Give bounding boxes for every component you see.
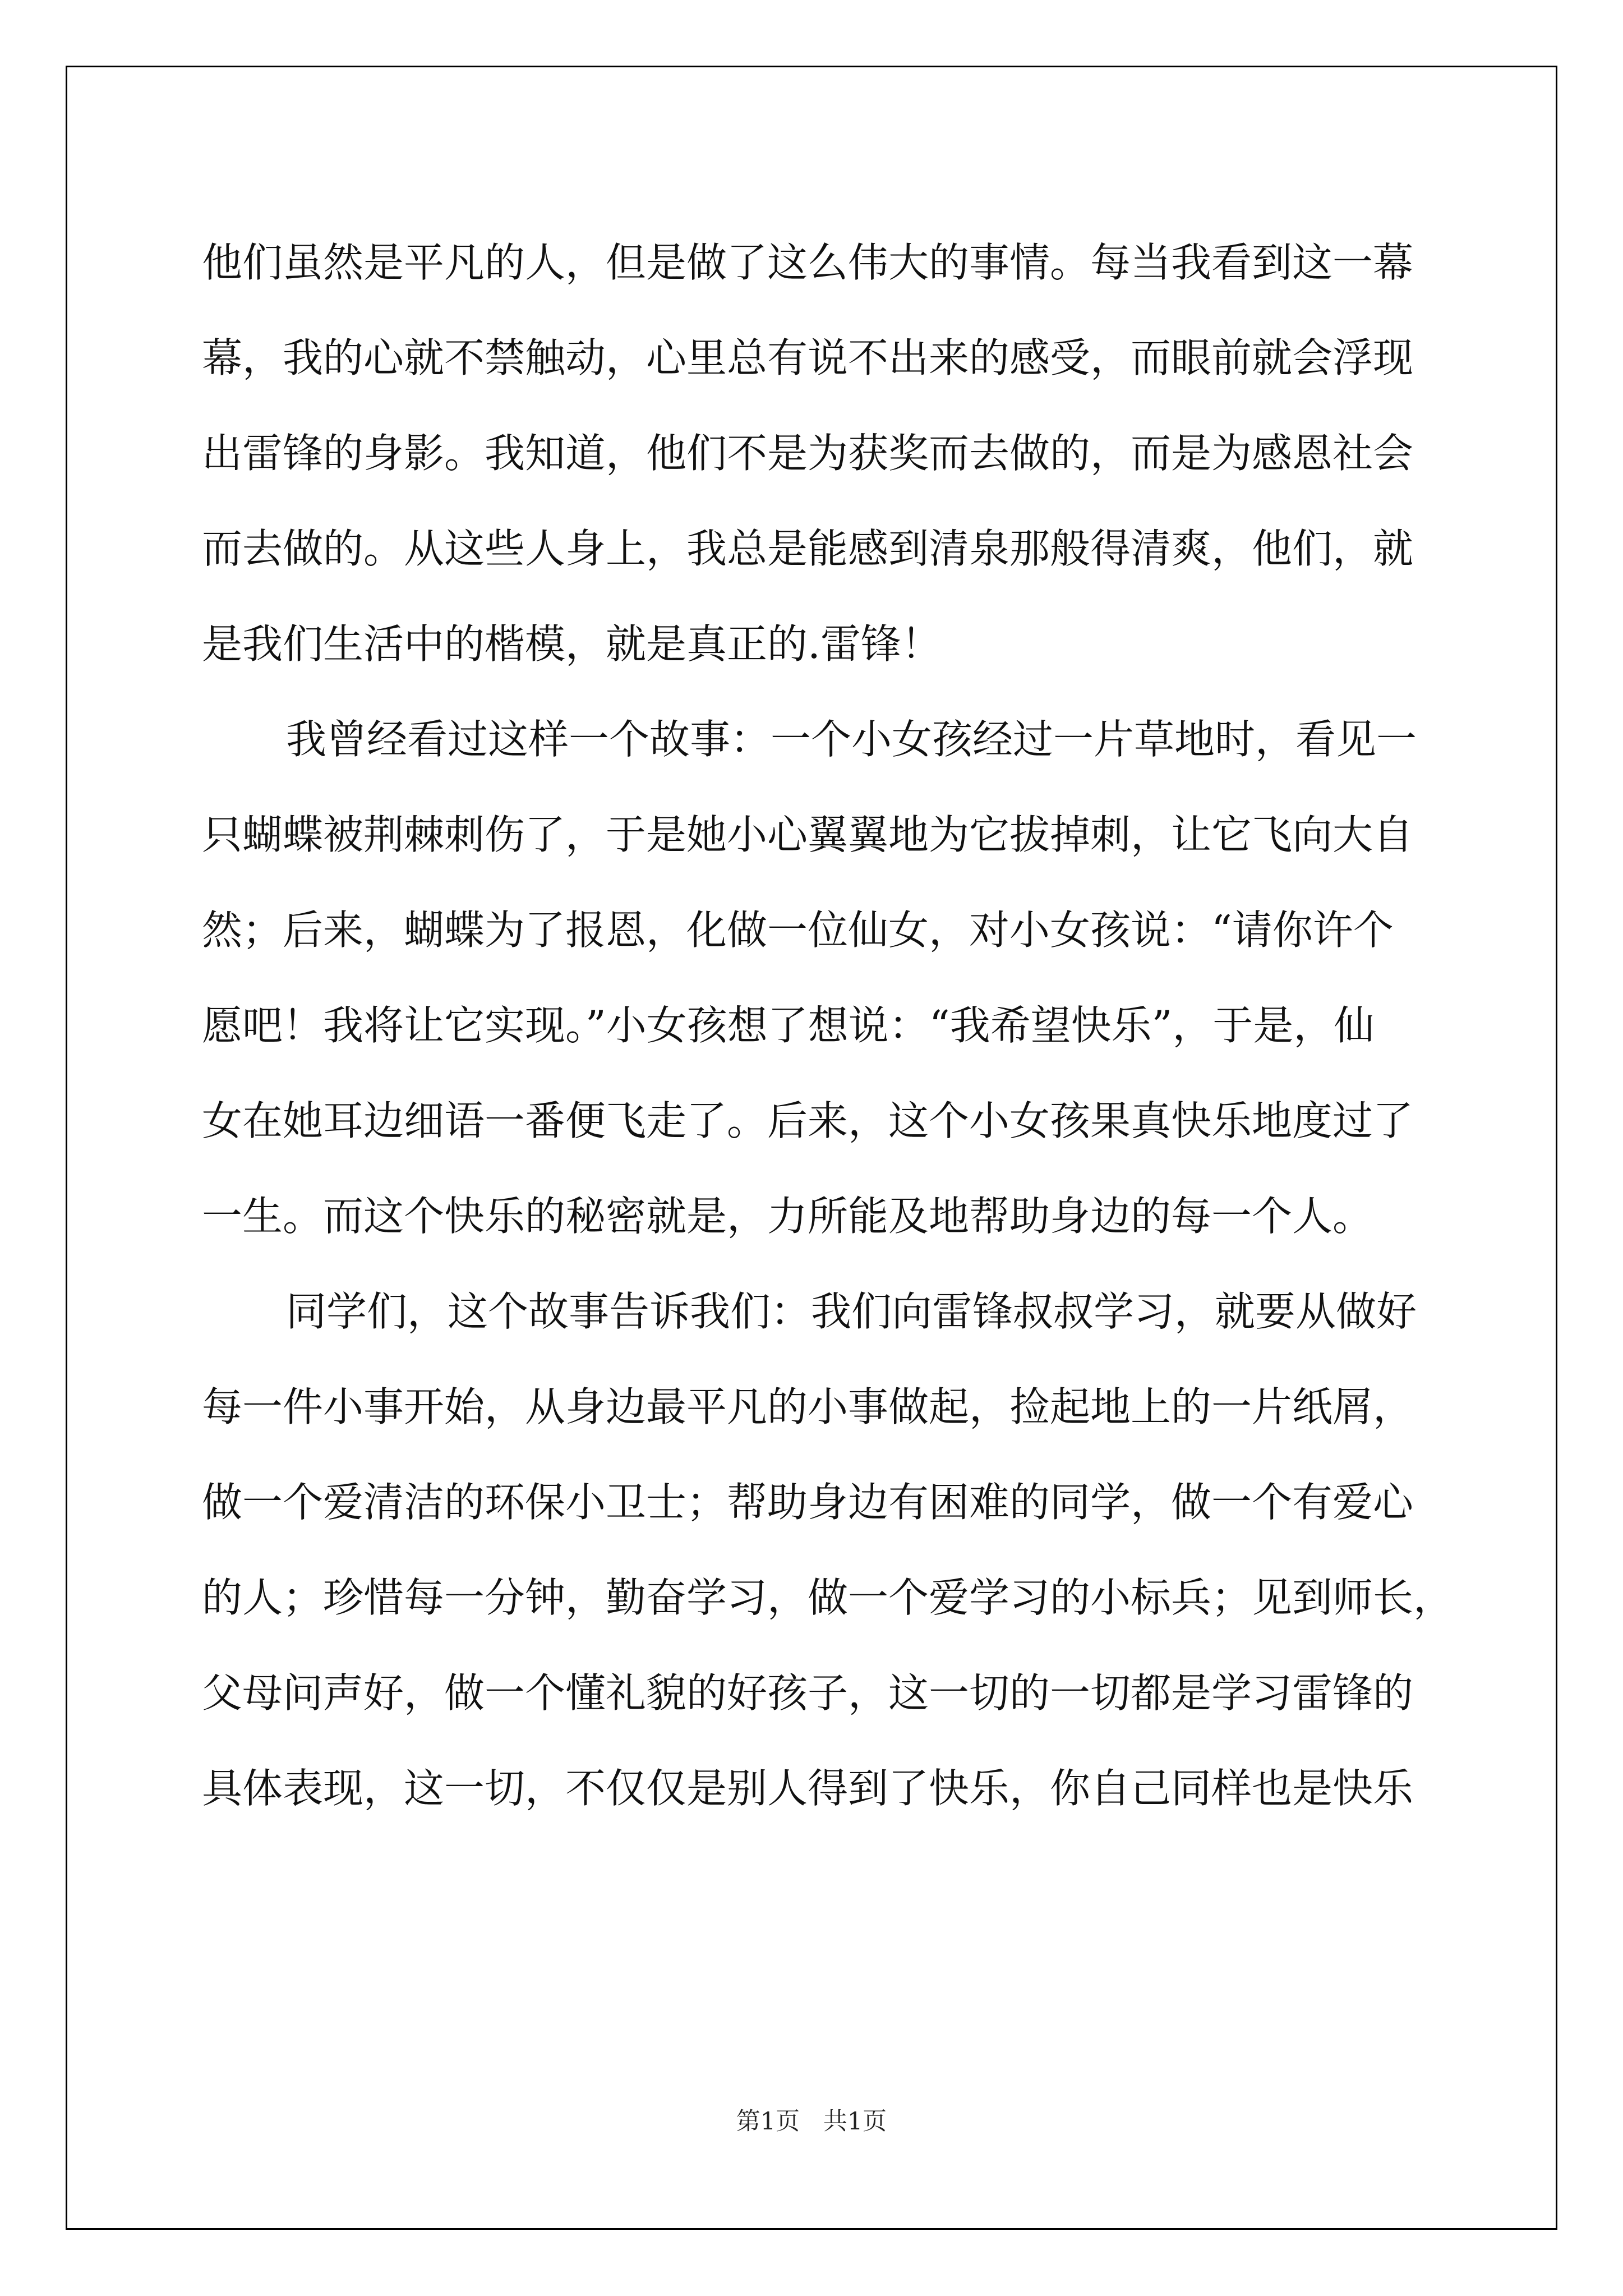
- text-line: 的人；珍惜每一分钟，勤奋学习，做一个爱学习的小标兵；见到师长，: [202, 1574, 1454, 1621]
- text-line: 女在她耳边细语一番便飞走了。后来，这个小女孩果真快乐地度过了: [202, 1097, 1414, 1144]
- text-line: 是我们生活中的楷模，就是真正的.雷锋！: [202, 620, 942, 668]
- text-line: 做一个爱清洁的环保小卫士；帮助身边有困难的同学，做一个有爱心: [202, 1479, 1414, 1526]
- document-body: [202, 215, 1454, 1836]
- text-line: 愿吧！我将让它实现。”小女孩想了想说：“我希望快乐”，于是，仙: [202, 1002, 1375, 1049]
- paragraph-start-line: 同学们，这个故事告诉我们：我们向雷锋叔叔学习，就要从做好: [286, 1288, 1417, 1335]
- page-number: 第1页: [736, 2108, 800, 2136]
- text-line: 只蝴蝶被荆棘刺伤了，于是她小心翼翼地为它拔掉刺，让它飞向大自: [202, 811, 1414, 858]
- page-total: 共1页: [823, 2108, 887, 2136]
- text-line: 幕，我的心就不禁触动，心里总有说不出来的感受，而眼前就会浮现: [202, 334, 1414, 381]
- text-line: 出雷锋的身影。我知道，他们不是为获奖而去做的，而是为感恩社会: [202, 430, 1414, 477]
- text-line: 每一件小事开始，从身边最平凡的小事做起，捡起地上的一片纸屑，: [202, 1383, 1414, 1430]
- text-line: 然；后来，蝴蝶为了报恩，化做一位仙女，对小女孩说：“请你许个: [202, 907, 1394, 954]
- text-line: 一生。而这个快乐的秘密就是，力所能及地帮助身边的每一个人。: [202, 1193, 1373, 1240]
- text-line: 父母问声好，做一个懂礼貌的好孩子，这一切的一切都是学习雷锋的: [202, 1669, 1414, 1717]
- text-line: 而去做的。从这些人身上，我总是能感到清泉那般得清爽，他们，就: [202, 525, 1414, 572]
- page-footer: [0, 2102, 1623, 2137]
- paragraph-start-line: 我曾经看过这样一个故事：一个小女孩经过一片草地时，看见一: [286, 716, 1417, 763]
- text-line: 具体表现，这一切，不仅仅是别人得到了快乐，你自己同样也是快乐: [202, 1765, 1414, 1812]
- text-line: 他们虽然是平凡的人，但是做了这么伟大的事情。每当我看到这一幕: [202, 239, 1414, 286]
